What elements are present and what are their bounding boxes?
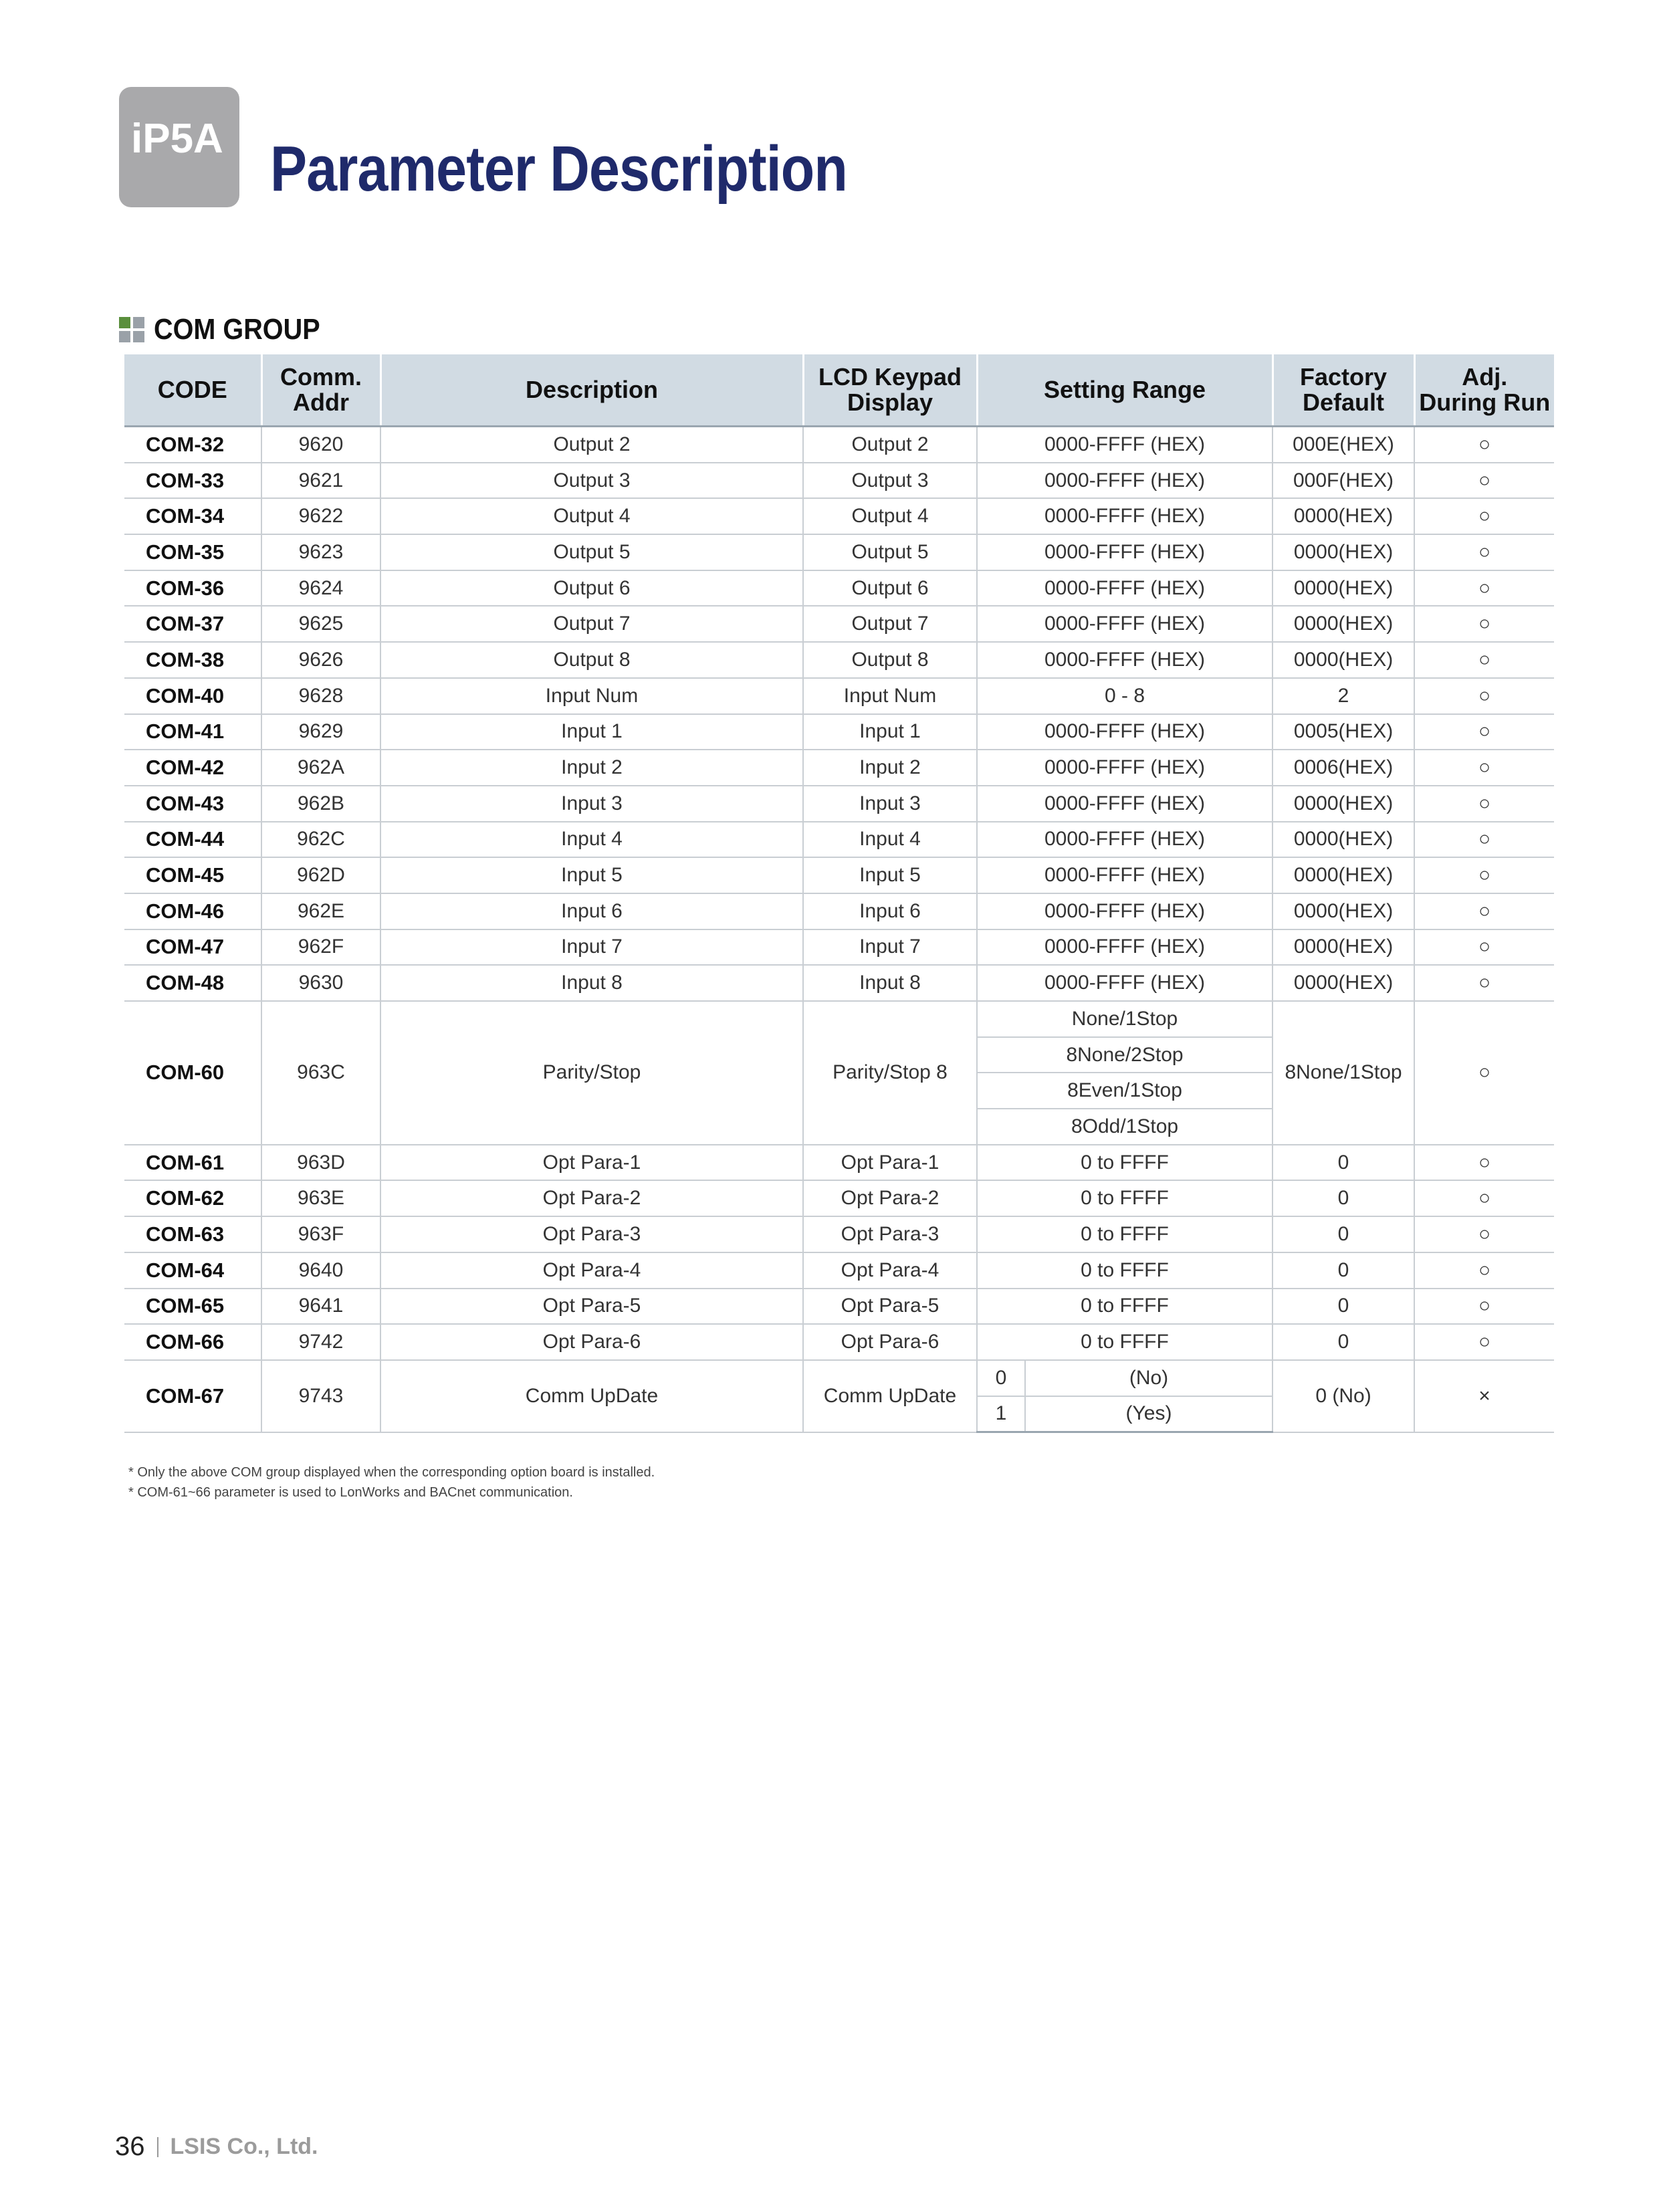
- code-cell: COM-32: [124, 427, 261, 463]
- default-cell: 8None/1Stop: [1273, 1001, 1414, 1145]
- table-row: [124, 893, 1554, 929]
- code-cell: COM-67: [124, 1360, 261, 1432]
- table-row: [124, 786, 1554, 822]
- addr-cell: 963F: [261, 1216, 380, 1252]
- description-cell: Input 8: [380, 965, 803, 1001]
- range-cell: 8Even/1Stop: [977, 1073, 1273, 1109]
- table-row: [124, 822, 1554, 858]
- adj-cell: ○: [1414, 929, 1554, 966]
- lcd-cell: Output 4: [803, 498, 977, 534]
- adj-cell: ○: [1414, 965, 1554, 1001]
- code-cell: COM-62: [124, 1180, 261, 1216]
- adj-cell: ○: [1414, 1289, 1554, 1325]
- code-cell: COM-45: [124, 857, 261, 893]
- code-cell: COM-36: [124, 570, 261, 606]
- description-cell: Output 6: [380, 570, 803, 606]
- range-cell: None/1Stop: [977, 1001, 1273, 1037]
- lcd-cell: Opt Para-3: [803, 1216, 977, 1252]
- product-badge: [119, 87, 239, 207]
- range-cell: 0000-FFFF (HEX): [977, 570, 1273, 606]
- description-cell: Opt Para-4: [380, 1252, 803, 1289]
- description-cell: Input 4: [380, 822, 803, 858]
- table-row: [124, 1324, 1554, 1360]
- description-cell: Opt Para-1: [380, 1145, 803, 1181]
- header-code: CODE: [124, 354, 261, 427]
- lcd-cell: Input 2: [803, 750, 977, 786]
- table-row: [124, 1360, 1554, 1396]
- lcd-cell: Parity/Stop 8: [803, 1001, 977, 1145]
- header-lcd-display: LCD Keypad Display: [803, 354, 977, 427]
- description-cell: Opt Para-5: [380, 1289, 803, 1325]
- table-row: [124, 1252, 1554, 1289]
- range-cell: 0000-FFFF (HEX): [977, 857, 1273, 893]
- addr-cell: 9626: [261, 642, 380, 678]
- section-title: COM GROUP: [154, 313, 320, 346]
- range-cell: 0 to FFFF: [977, 1324, 1273, 1360]
- description-cell: Input 3: [380, 786, 803, 822]
- adj-cell: ○: [1414, 534, 1554, 570]
- lcd-cell: Input 1: [803, 714, 977, 750]
- adj-cell: ○: [1414, 606, 1554, 642]
- default-cell: 0: [1273, 1324, 1414, 1360]
- adj-cell: ○: [1414, 1324, 1554, 1360]
- table-row: [124, 857, 1554, 893]
- adj-cell: ○: [1414, 642, 1554, 678]
- addr-cell: 9628: [261, 678, 380, 714]
- description-cell: Output 8: [380, 642, 803, 678]
- code-cell: COM-37: [124, 606, 261, 642]
- footnote: * Only the above COM group displayed when the corresponding option board is installed.: [128, 1465, 655, 1480]
- default-cell: 0000(HEX): [1273, 570, 1414, 606]
- default-cell: 000F(HEX): [1273, 463, 1414, 499]
- code-cell: COM-63: [124, 1216, 261, 1252]
- addr-cell: 962F: [261, 929, 380, 966]
- range-cell: 8Odd/1Stop: [977, 1109, 1273, 1145]
- range-cell: 0000-FFFF (HEX): [977, 498, 1273, 534]
- header-factory-default: Factory Default: [1273, 354, 1414, 427]
- lcd-cell: Opt Para-2: [803, 1180, 977, 1216]
- table-row: [124, 1145, 1554, 1181]
- footnote: * COM-61~66 parameter is used to LonWorks and BACnet communication.: [128, 1485, 573, 1500]
- lcd-cell: Output 2: [803, 427, 977, 463]
- code-cell: COM-48: [124, 965, 261, 1001]
- code-cell: COM-66: [124, 1324, 261, 1360]
- range-cell: 0000-FFFF (HEX): [977, 750, 1273, 786]
- grid-squares-icon: [119, 317, 144, 342]
- option-value-cell: 1: [977, 1396, 1025, 1432]
- range-cell: 0000-FFFF (HEX): [977, 786, 1273, 822]
- addr-cell: 9743: [261, 1360, 380, 1432]
- adj-cell: ○: [1414, 570, 1554, 606]
- adj-cell: ○: [1414, 1252, 1554, 1289]
- description-cell: Output 3: [380, 463, 803, 499]
- header-adj-during-run: Adj. During Run: [1414, 354, 1554, 427]
- lcd-cell: Input 5: [803, 857, 977, 893]
- table-row: [124, 498, 1554, 534]
- default-cell: 000E(HEX): [1273, 427, 1414, 463]
- footnotes: [128, 1462, 655, 1503]
- range-cell: 0000-FFFF (HEX): [977, 929, 1273, 966]
- description-cell: Opt Para-3: [380, 1216, 803, 1252]
- range-cell: 0000-FFFF (HEX): [977, 463, 1273, 499]
- lcd-cell: Opt Para-1: [803, 1145, 977, 1181]
- lcd-cell: Output 8: [803, 642, 977, 678]
- code-cell: COM-43: [124, 786, 261, 822]
- table-row: [124, 1216, 1554, 1252]
- code-cell: COM-41: [124, 714, 261, 750]
- code-cell: COM-35: [124, 534, 261, 570]
- description-cell: Parity/Stop: [380, 1001, 803, 1145]
- addr-cell: 962D: [261, 857, 380, 893]
- section-heading: [119, 313, 338, 346]
- default-cell: 2: [1273, 678, 1414, 714]
- lcd-cell: Output 3: [803, 463, 977, 499]
- table-row: [124, 965, 1554, 1001]
- product-badge-label: iP5A: [131, 116, 223, 162]
- adj-cell: ○: [1414, 498, 1554, 534]
- default-cell: 0: [1273, 1216, 1414, 1252]
- addr-cell: 963E: [261, 1180, 380, 1216]
- adj-cell: ○: [1414, 1216, 1554, 1252]
- table-row: [124, 534, 1554, 570]
- range-cell: 0000-FFFF (HEX): [977, 822, 1273, 858]
- lcd-cell: Input 6: [803, 893, 977, 929]
- default-cell: 0000(HEX): [1273, 965, 1414, 1001]
- adj-cell: ○: [1414, 678, 1554, 714]
- range-cell: 0000-FFFF (HEX): [977, 427, 1273, 463]
- code-cell: COM-33: [124, 463, 261, 499]
- code-cell: COM-40: [124, 678, 261, 714]
- page-number: 36: [115, 2132, 145, 2161]
- lcd-cell: Input 4: [803, 822, 977, 858]
- header-comm-addr: Comm. Addr: [261, 354, 380, 427]
- code-cell: COM-65: [124, 1289, 261, 1325]
- footer-divider: [157, 2137, 158, 2157]
- table-row: [124, 1001, 1554, 1037]
- addr-cell: 9622: [261, 498, 380, 534]
- range-cell: 0 to FFFF: [977, 1180, 1273, 1216]
- default-cell: 0000(HEX): [1273, 893, 1414, 929]
- table-row: [124, 642, 1554, 678]
- description-cell: Input 6: [380, 893, 803, 929]
- addr-cell: 9621: [261, 463, 380, 499]
- addr-cell: 9620: [261, 427, 380, 463]
- range-cell: 0000-FFFF (HEX): [977, 965, 1273, 1001]
- table-row: [124, 606, 1554, 642]
- description-cell: Output 5: [380, 534, 803, 570]
- table-row: [124, 678, 1554, 714]
- code-cell: COM-64: [124, 1252, 261, 1289]
- parameter-table: [124, 354, 1554, 1433]
- range-cell: 8None/2Stop: [977, 1037, 1273, 1073]
- lcd-cell: Input Num: [803, 678, 977, 714]
- default-cell: 0: [1273, 1252, 1414, 1289]
- lcd-cell: Output 7: [803, 606, 977, 642]
- adj-cell: ○: [1414, 786, 1554, 822]
- range-cell: 0000-FFFF (HEX): [977, 642, 1273, 678]
- addr-cell: 9742: [261, 1324, 380, 1360]
- code-cell: COM-47: [124, 929, 261, 966]
- description-cell: Output 2: [380, 427, 803, 463]
- option-label-cell: (Yes): [1025, 1396, 1273, 1432]
- table-row: [124, 570, 1554, 606]
- adj-cell: ○: [1414, 822, 1554, 858]
- description-cell: Output 4: [380, 498, 803, 534]
- lcd-cell: Input 8: [803, 965, 977, 1001]
- lcd-cell: Comm UpDate: [803, 1360, 977, 1432]
- default-cell: 0 (No): [1273, 1360, 1414, 1432]
- default-cell: 0000(HEX): [1273, 534, 1414, 570]
- adj-cell: ○: [1414, 1001, 1554, 1145]
- addr-cell: 962E: [261, 893, 380, 929]
- description-cell: Input 1: [380, 714, 803, 750]
- range-cell: 0 to FFFF: [977, 1216, 1273, 1252]
- default-cell: 0006(HEX): [1273, 750, 1414, 786]
- default-cell: 0000(HEX): [1273, 786, 1414, 822]
- addr-cell: 9630: [261, 965, 380, 1001]
- range-cell: 0 to FFFF: [977, 1145, 1273, 1181]
- addr-cell: 9629: [261, 714, 380, 750]
- range-cell: 0000-FFFF (HEX): [977, 606, 1273, 642]
- lcd-cell: Opt Para-6: [803, 1324, 977, 1360]
- addr-cell: 962B: [261, 786, 380, 822]
- code-cell: COM-60: [124, 1001, 261, 1145]
- lcd-cell: Input 3: [803, 786, 977, 822]
- table-row: [124, 929, 1554, 966]
- lcd-cell: Output 5: [803, 534, 977, 570]
- table-row: [124, 714, 1554, 750]
- option-value-cell: 0: [977, 1360, 1025, 1396]
- addr-cell: 9641: [261, 1289, 380, 1325]
- lcd-cell: Opt Para-5: [803, 1289, 977, 1325]
- table-row: [124, 750, 1554, 786]
- description-cell: Input 2: [380, 750, 803, 786]
- default-cell: 0000(HEX): [1273, 929, 1414, 966]
- table-header-row: [124, 354, 1554, 427]
- description-cell: Output 7: [380, 606, 803, 642]
- default-cell: 0000(HEX): [1273, 822, 1414, 858]
- default-cell: 0: [1273, 1145, 1414, 1181]
- addr-cell: 962C: [261, 822, 380, 858]
- default-cell: 0005(HEX): [1273, 714, 1414, 750]
- table-row: [124, 463, 1554, 499]
- addr-cell: 9623: [261, 534, 380, 570]
- table-row: [124, 1289, 1554, 1325]
- default-cell: 0000(HEX): [1273, 606, 1414, 642]
- addr-cell: 9625: [261, 606, 380, 642]
- table-row: [124, 427, 1554, 463]
- addr-cell: 9640: [261, 1252, 380, 1289]
- adj-cell: ○: [1414, 857, 1554, 893]
- company-name: LSIS Co., Ltd.: [170, 2134, 318, 2159]
- adj-cell: ○: [1414, 893, 1554, 929]
- description-cell: Input 5: [380, 857, 803, 893]
- adj-cell: ○: [1414, 463, 1554, 499]
- adj-cell: ○: [1414, 1180, 1554, 1216]
- description-cell: Opt Para-6: [380, 1324, 803, 1360]
- description-cell: Comm UpDate: [380, 1360, 803, 1432]
- option-label-cell: (No): [1025, 1360, 1273, 1396]
- range-cell: 0 to FFFF: [977, 1289, 1273, 1325]
- range-cell: 0 to FFFF: [977, 1252, 1273, 1289]
- adj-cell: ×: [1414, 1360, 1554, 1432]
- default-cell: 0000(HEX): [1273, 857, 1414, 893]
- description-cell: Opt Para-2: [380, 1180, 803, 1216]
- adj-cell: ○: [1414, 750, 1554, 786]
- header-description: Description: [380, 354, 803, 427]
- range-cell: 0000-FFFF (HEX): [977, 893, 1273, 929]
- code-cell: COM-42: [124, 750, 261, 786]
- default-cell: 0: [1273, 1180, 1414, 1216]
- lcd-cell: Input 7: [803, 929, 977, 966]
- code-cell: COM-34: [124, 498, 261, 534]
- header-setting-range: Setting Range: [977, 354, 1273, 427]
- code-cell: COM-61: [124, 1145, 261, 1181]
- range-cell: 0 - 8: [977, 678, 1273, 714]
- description-cell: Input 7: [380, 929, 803, 966]
- range-cell: 0000-FFFF (HEX): [977, 534, 1273, 570]
- page-footer: [115, 2132, 318, 2162]
- default-cell: 0: [1273, 1289, 1414, 1325]
- code-cell: COM-44: [124, 822, 261, 858]
- lcd-cell: Output 6: [803, 570, 977, 606]
- addr-cell: 9624: [261, 570, 380, 606]
- adj-cell: ○: [1414, 427, 1554, 463]
- description-cell: Input Num: [380, 678, 803, 714]
- default-cell: 0000(HEX): [1273, 498, 1414, 534]
- default-cell: 0000(HEX): [1273, 642, 1414, 678]
- addr-cell: 962A: [261, 750, 380, 786]
- table-row: [124, 1180, 1554, 1216]
- adj-cell: ○: [1414, 714, 1554, 750]
- lcd-cell: Opt Para-4: [803, 1252, 977, 1289]
- addr-cell: 963C: [261, 1001, 380, 1145]
- adj-cell: ○: [1414, 1145, 1554, 1181]
- code-cell: COM-46: [124, 893, 261, 929]
- range-cell: 0000-FFFF (HEX): [977, 714, 1273, 750]
- addr-cell: 963D: [261, 1145, 380, 1181]
- code-cell: COM-38: [124, 642, 261, 678]
- page-title: Parameter Description: [270, 133, 847, 205]
